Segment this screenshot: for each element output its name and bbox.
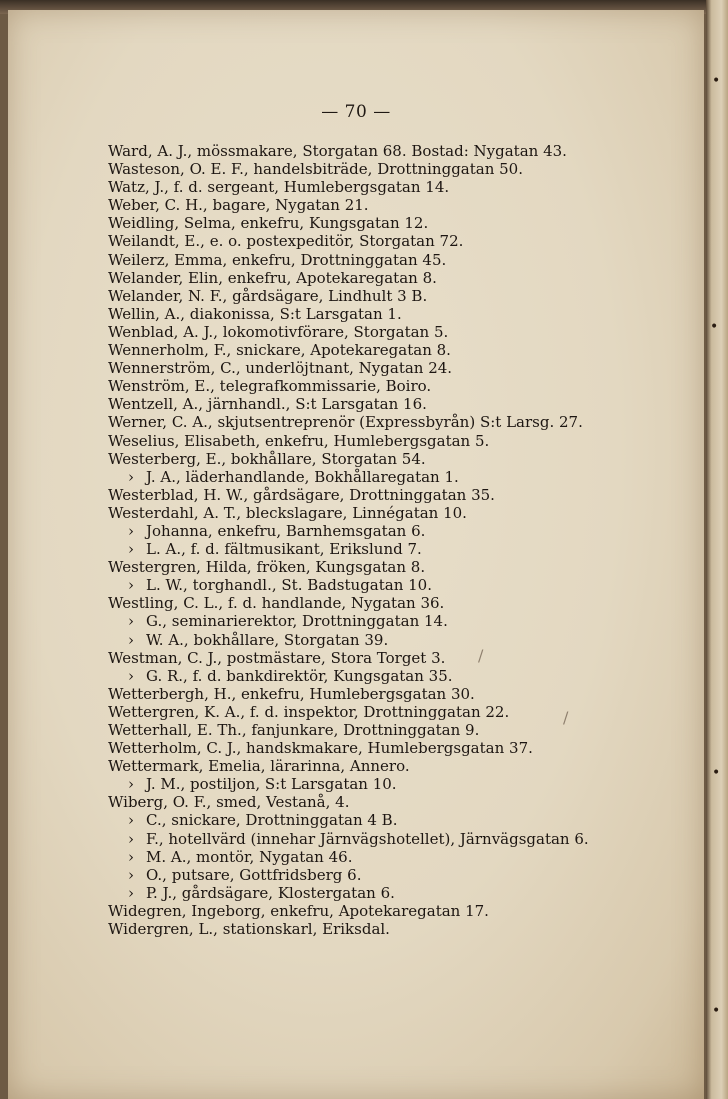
entry-text: Welander, N. F., gårdsägare, Lindhult 3 B. [108, 286, 428, 305]
book-page [8, 10, 704, 1099]
directory-entry [108, 251, 708, 269]
pencil-mark: / [563, 708, 569, 727]
directory-entry [108, 757, 708, 775]
directory-entry [108, 594, 708, 612]
entry-text: M. A., montör, Nygatan 46. [146, 847, 353, 866]
directory-entry [108, 920, 708, 938]
directory-entry [108, 359, 708, 377]
ditto-mark: › [128, 467, 134, 486]
entry-text: J. A., läderhandlande, Bokhållaregatan 1. [146, 467, 459, 486]
directory-entry [108, 178, 708, 196]
directory-entry [108, 323, 708, 341]
directory-entry [108, 395, 708, 413]
entry-text: Johanna, enkefru, Barnhemsgatan 6. [146, 521, 426, 540]
directory-entry [108, 902, 708, 920]
directory-entry [108, 232, 708, 250]
directory-entry [108, 866, 708, 884]
entry-text: Watz, J., f. d. sergeant, Humlebergsgatan 14. [108, 178, 450, 197]
directory-entry [108, 504, 708, 522]
entry-text: Westergren, Hilda, fröken, Kungsgatan 8. [108, 558, 426, 577]
entry-text: Werner, C. A., skjutsentreprenör (Expressbyrån) S:t Larsg. 27. [108, 413, 583, 432]
directory-entry [108, 793, 708, 811]
entry-text: G., seminarierektor, Drottninggatan 14. [146, 612, 448, 631]
directory-entries [108, 142, 708, 938]
directory-entry [108, 721, 708, 739]
entry-text: Wellin, A., diakonissa, S:t Larsgatan 1. [108, 304, 402, 323]
ditto-mark: › [128, 576, 134, 595]
directory-entry [108, 305, 708, 323]
directory-entry [108, 269, 708, 287]
directory-entry [108, 432, 708, 450]
entry-text: Weilerz, Emma, enkefru, Drottninggatan 45. [108, 250, 447, 269]
directory-entry [108, 830, 708, 848]
ditto-mark: › [128, 829, 134, 848]
entry-text: Westman, C. J., postmästare, Stora Torget 3. [108, 648, 446, 667]
edge-mark: • [710, 319, 719, 335]
directory-entry [108, 377, 708, 395]
directory-entry [108, 413, 708, 431]
edge-mark: • [712, 1003, 721, 1019]
entry-text: Wetterholm, C. J., handskmakare, Humlebergsgatan 37. [108, 739, 533, 758]
entry-text: Weilandt, E., e. o. postexpeditör, Storgatan 72. [108, 232, 464, 251]
directory-entry [108, 667, 708, 685]
directory-entry [108, 450, 708, 468]
next-page-edge [706, 0, 728, 1099]
entry-text: J. M., postiljon, S:t Larsgatan 10. [146, 775, 397, 794]
directory-entry [108, 649, 708, 667]
entry-text: Weber, C. H., bagare, Nygatan 21. [108, 196, 369, 215]
directory-entry [108, 341, 708, 359]
entry-text: Weidling, Selma, enkefru, Kungsgatan 12. [108, 214, 429, 233]
entry-text: Welander, Elin, enkefru, Apotekaregatan 8. [108, 268, 437, 287]
directory-entry [108, 142, 708, 160]
entry-text: Wasteson, O. E. F., handelsbiträde, Drottninggatan 50. [108, 160, 523, 179]
entry-text: Wettermark, Emelia, lärarinna, Annero. [108, 757, 410, 776]
entry-text: Wenblad, A. J., lokomotivförare, Storgatan 5. [108, 322, 449, 341]
ditto-mark: › [128, 847, 134, 866]
directory-entry [108, 848, 708, 866]
directory-entry [108, 775, 708, 793]
directory-entry [108, 540, 708, 558]
directory-entry [108, 214, 708, 232]
entry-text: Wenström, E., telegrafkommissarie, Boiro. [108, 377, 432, 396]
entry-text: Wennerholm, F., snickare, Apotekaregatan 8. [108, 341, 451, 360]
entry-text: Westerblad, H. W., gårdsägare, Drottninggatan 35. [108, 485, 495, 504]
entry-text: Wetterbergh, H., enkefru, Humlebergsgatan 30. [108, 684, 475, 703]
entry-text: L. W., torghandl., St. Badstugatan 10. [146, 576, 432, 595]
edge-mark: • [712, 73, 721, 89]
directory-entry [108, 612, 708, 630]
edge-mark: • [712, 765, 721, 781]
directory-entry [108, 703, 708, 721]
directory-entry [108, 576, 708, 594]
entry-text: W. A., bokhållare, Storgatan 39. [146, 630, 389, 649]
ditto-mark: › [128, 883, 134, 902]
directory-entry [108, 196, 708, 214]
page-number: — 70 — [321, 102, 391, 122]
directory-entry [108, 811, 708, 829]
directory-entry [108, 631, 708, 649]
entry-text: Wentzell, A., järnhandl., S:t Larsgatan 16. [108, 395, 427, 414]
entry-text: Wennerström, C., underlöjtnant, Nygatan 24. [108, 359, 453, 378]
pencil-mark: / [478, 646, 484, 665]
ditto-mark: › [128, 540, 134, 559]
entry-text: Ward, A. J., mössmakare, Storgatan 68. Bostad: Nygatan 43. [108, 142, 567, 160]
ditto-mark: › [128, 630, 134, 649]
directory-entry [108, 160, 708, 178]
directory-entry [108, 558, 708, 576]
directory-entry [108, 468, 708, 486]
directory-entry [108, 522, 708, 540]
entry-text: O., putsare, Gottfridsberg 6. [146, 865, 362, 884]
directory-entry [108, 685, 708, 703]
entry-text: Wettergren, K. A., f. d. inspektor, Drottninggatan 22. [108, 702, 510, 721]
directory-entry [108, 739, 708, 757]
entry-text: Westerberg, E., bokhållare, Storgatan 54. [108, 449, 426, 468]
directory-entry [108, 486, 708, 504]
entry-text: Weselius, Elisabeth, enkefru, Humlebergsgatan 5. [108, 431, 490, 450]
entry-text: F., hotellvärd (innehar Järnvägshotellet), Järnvägsgatan 6. [146, 829, 589, 848]
entry-text: Widegren, Ingeborg, enkefru, Apotekaregatan 17. [108, 901, 489, 920]
entry-text: Westling, C. L., f. d. handlande, Nygatan 36. [108, 594, 445, 613]
entry-text: P. J., gårdsägare, Klostergatan 6. [146, 883, 395, 902]
ditto-mark: › [128, 775, 134, 794]
directory-entry [108, 287, 708, 305]
entry-text: Wetterhall, E. Th., fanjunkare, Drottninggatan 9. [108, 721, 480, 739]
ditto-mark: › [128, 865, 134, 884]
ditto-mark: › [128, 521, 134, 540]
entry-text: L. A., f. d. fältmusikant, Erikslund 7. [146, 540, 422, 559]
ditto-mark: › [128, 811, 134, 830]
entry-text: Westerdahl, A. T., bleckslagare, Linnégatan 10. [108, 503, 467, 522]
ditto-mark: › [128, 666, 134, 685]
directory-entry [108, 884, 708, 902]
ditto-mark: › [128, 612, 134, 631]
entry-text: Widergren, L., stationskarl, Eriksdal. [108, 920, 390, 939]
entry-text: Wiberg, O. F., smed, Vestanå, 4. [108, 793, 350, 812]
entry-text: G. R., f. d. bankdirektör, Kungsgatan 35. [146, 666, 453, 685]
entry-text: C., snickare, Drottninggatan 4 B. [146, 811, 398, 830]
